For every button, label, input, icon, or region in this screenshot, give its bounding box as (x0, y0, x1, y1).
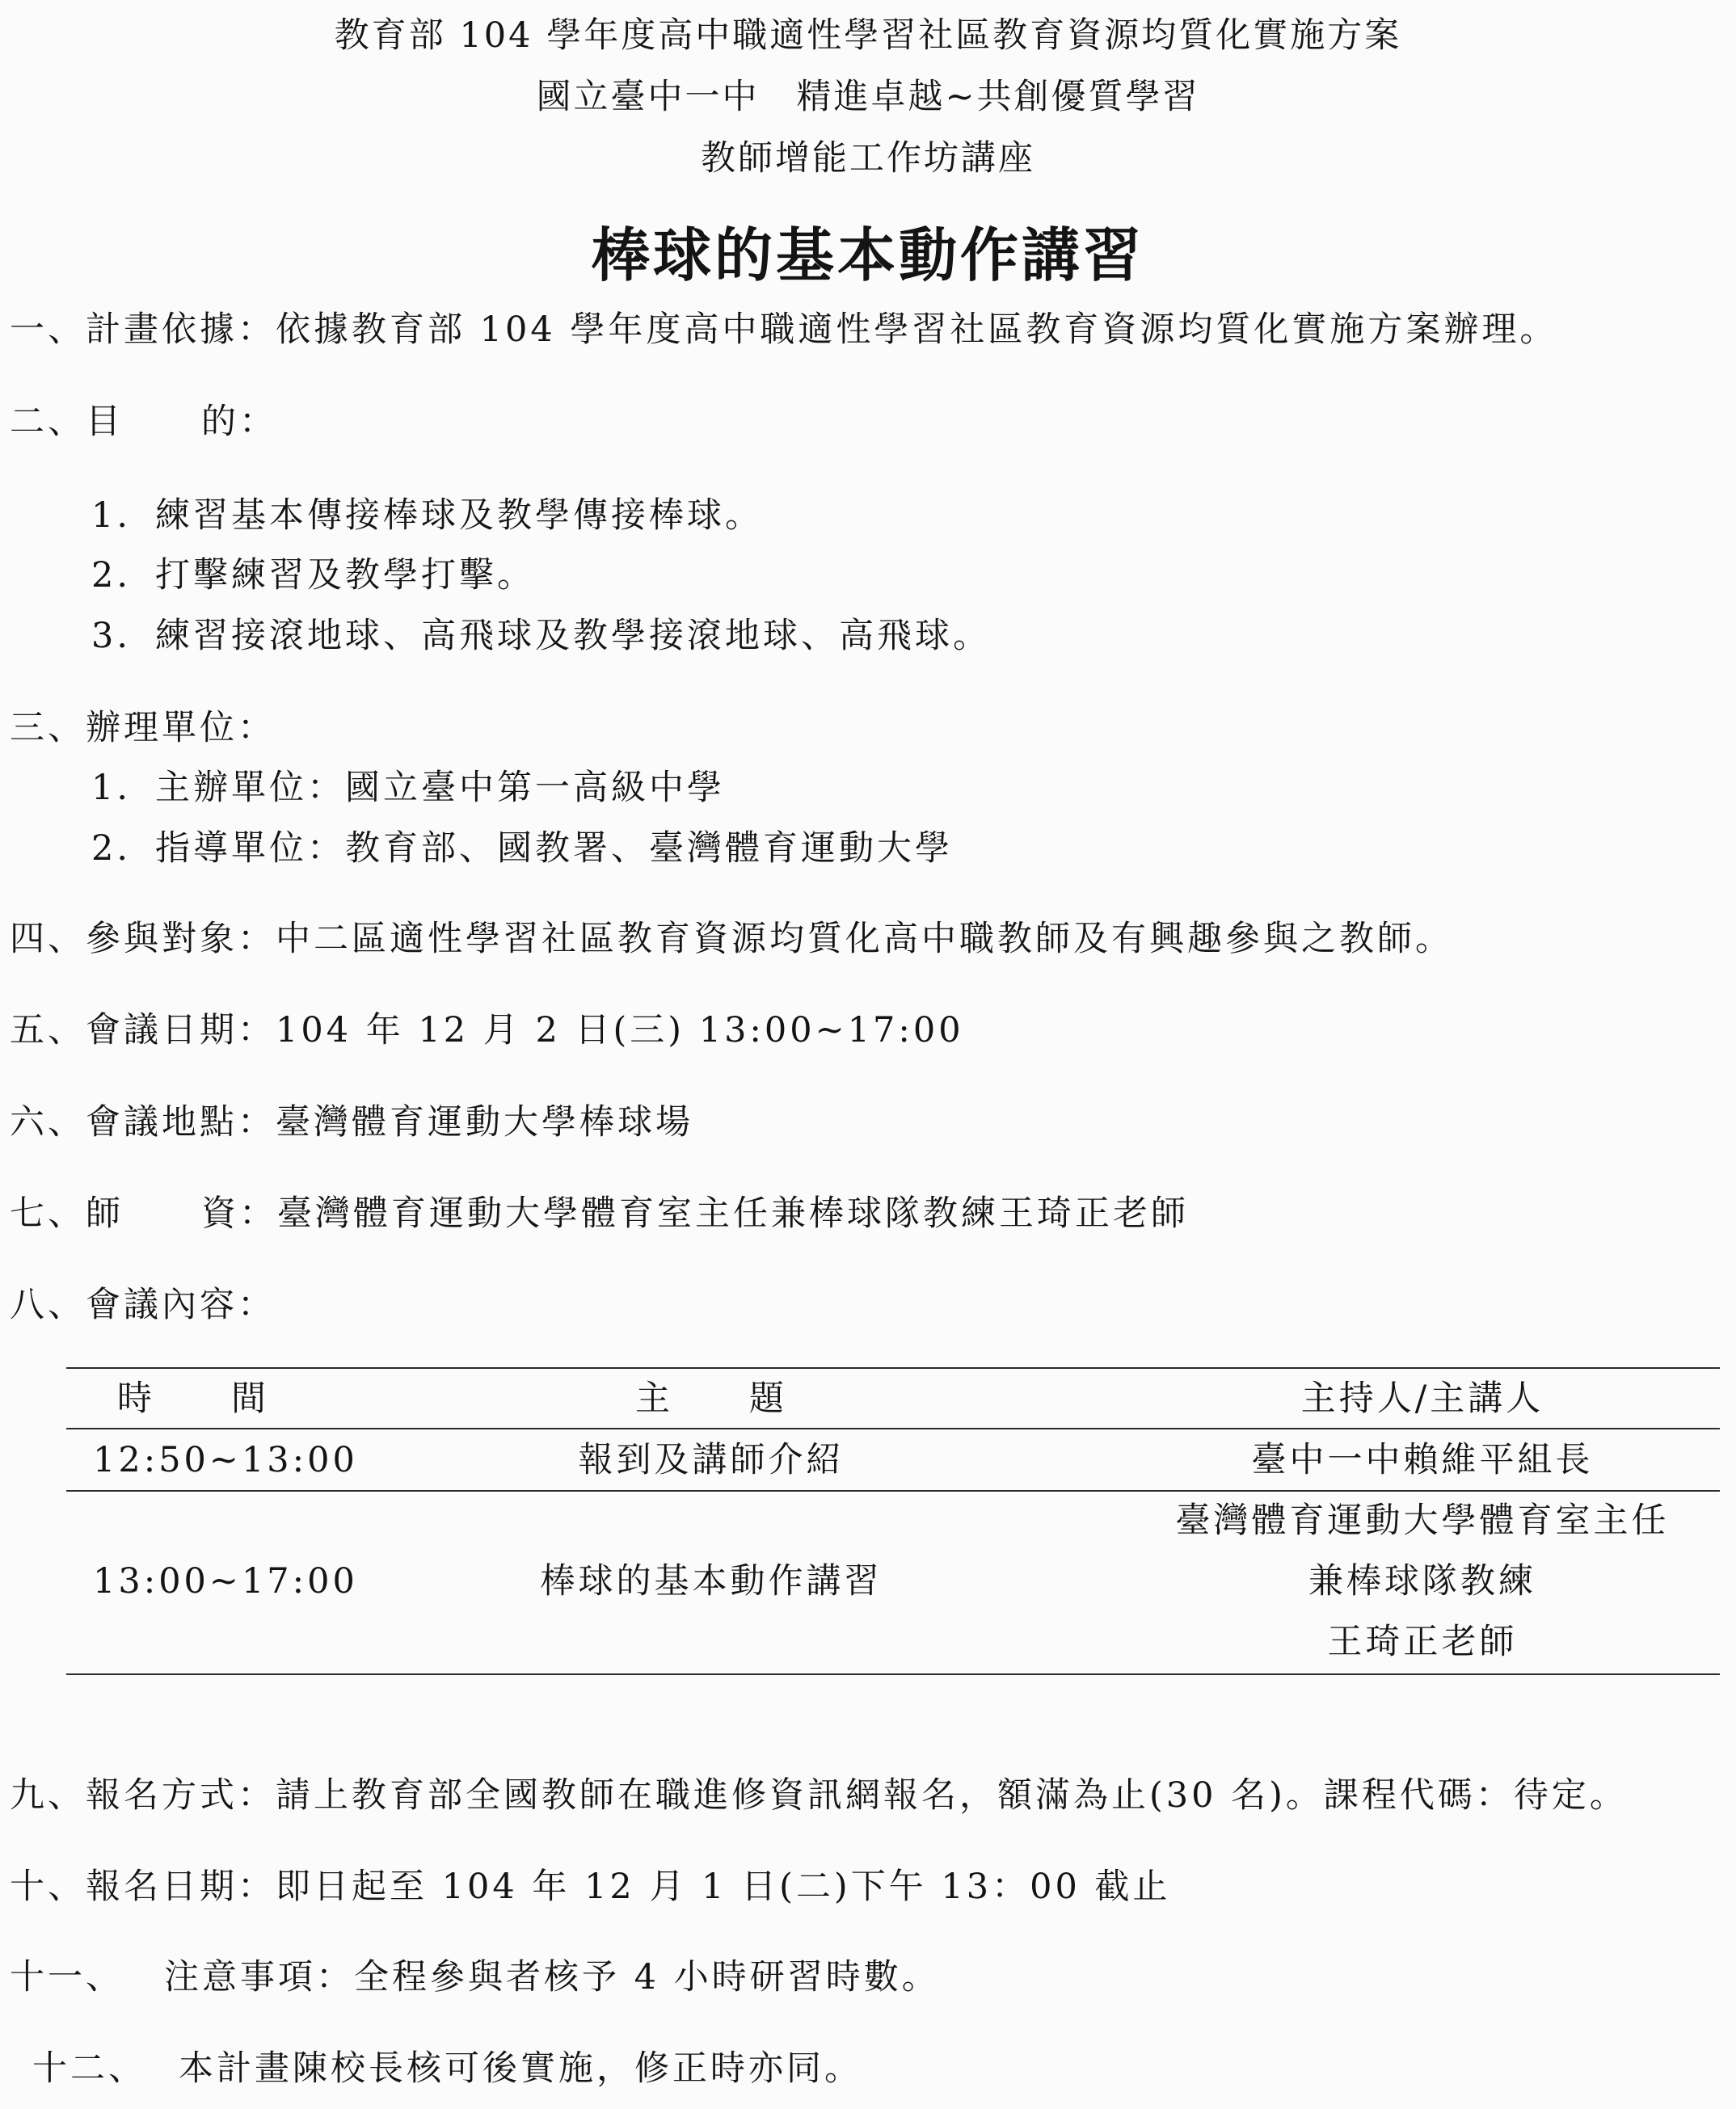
header-host: 主持人/主講人 (1300, 1379, 1544, 1419)
section-3-item (91, 768, 725, 810)
section-7-text: 臺灣體育運動大學體育室主任兼棒球隊教練王琦正老師 (277, 1193, 1189, 1234)
header-topic: 主 題 (635, 1379, 787, 1419)
section-6 (10, 1102, 693, 1144)
section-2-label-a: 二、目 (10, 402, 124, 442)
item-text: 打擊練習及教學打擊。 (155, 555, 536, 596)
item-number: 3. (91, 616, 132, 656)
section-2-label-b: 的： (201, 402, 277, 442)
section-4-text: 中二區適性學習社區教育資源均質化高中職教師及有興趣參與之教師。 (276, 919, 1453, 959)
section-7-label-b: 資： (201, 1193, 277, 1234)
section-5-text: 104 年 12 月 2 日(三) 13:00~17:00 (276, 1010, 964, 1050)
item-text: 指導單位：教育部、國教署、臺灣體育運動大學 (155, 828, 954, 869)
section-6-text: 臺灣體育運動大學棒球場 (276, 1102, 693, 1143)
section-2-item (91, 616, 991, 658)
row-topic: 報到及講師介紹 (578, 1440, 845, 1480)
section-2-item (91, 495, 763, 537)
section-2-heading (10, 402, 277, 444)
section-5-label: 五、會議日期： (10, 1010, 276, 1050)
header-line-2: 國立臺中一中 精進卓越~共創優質學習 (536, 77, 1200, 117)
item-number: 2. (91, 555, 132, 596)
section-9-text: 請上教育部全國教師在職進修資訊網報名，額滿為止(30 名)。課程代碼：待定。 (276, 1775, 1628, 1816)
section-9-label: 九、報名方式： (10, 1775, 276, 1816)
section-7-label-a: 七、師 (10, 1193, 124, 1234)
section-10-label: 十、報名日期： (10, 1867, 276, 1907)
section-3-heading: 三、辦理單位： (10, 708, 276, 748)
header-time: 時 間 (117, 1379, 269, 1419)
section-2-item (91, 555, 535, 597)
section-4 (10, 919, 1453, 961)
section-11-text: 注意事項：全程參與者核予 4 小時研習時數。 (164, 1957, 940, 1997)
row-host-line: 王琦正老師 (1327, 1622, 1518, 1662)
section-11-label: 十一、 (10, 1957, 124, 1997)
section-12 (32, 2048, 862, 2090)
row-topic: 棒球的基本動作講習 (540, 1561, 883, 1602)
table-top-rule (66, 1367, 1720, 1369)
section-10 (10, 1867, 1170, 1909)
section-5 (10, 1010, 964, 1052)
section-12-text: 本計畫陳校長核可後實施，修正時亦同。 (179, 2048, 862, 2089)
section-10-text: 即日起至 104 年 12 月 1 日(二)下午 13：00 截止 (276, 1867, 1171, 1907)
item-text: 練習基本傳接棒球及教學傳接棒球。 (155, 495, 764, 536)
row-host: 臺中一中賴維平組長 (1251, 1440, 1594, 1480)
row-host-line: 兼棒球隊教練 (1308, 1561, 1536, 1602)
item-number: 2. (91, 828, 132, 869)
section-12-label: 十二、 (32, 2048, 146, 2089)
table-bottom-rule (66, 1673, 1720, 1675)
section-8-heading: 八、會議內容： (10, 1285, 276, 1325)
section-1 (10, 309, 1557, 352)
section-11 (10, 1957, 940, 1999)
section-3-item (91, 828, 953, 870)
document-title: 棒球的基本動作講習 (591, 221, 1144, 289)
item-text: 主辦單位：國立臺中第一高級中學 (155, 768, 726, 808)
row-host-line: 臺灣體育運動大學體育室主任 (1175, 1501, 1670, 1541)
table-header-rule (66, 1428, 1720, 1429)
section-4-label: 四、參與對象： (10, 919, 276, 959)
table-row-rule (66, 1490, 1720, 1492)
section-1-text: 依據教育部 104 學年度高中職適性學習社區教育資源均質化實施方案辦理。 (276, 309, 1558, 350)
item-number: 1. (91, 495, 132, 536)
section-6-label: 六、會議地點： (10, 1102, 276, 1143)
row-time: 12:50~13:00 (93, 1440, 358, 1480)
item-number: 1. (91, 768, 132, 808)
row-time: 13:00~17:00 (93, 1561, 358, 1602)
item-text: 練習接滾地球、高飛球及教學接滾地球、高飛球。 (155, 616, 992, 656)
section-9 (10, 1775, 1628, 1817)
header-line-3: 教師增能工作坊講座 (701, 138, 1035, 179)
header-line-1: 教育部 104 學年度高中職適性學習社區教育資源均質化實施方案 (334, 15, 1402, 56)
section-1-label: 一、計畫依據： (10, 309, 276, 350)
section-7 (10, 1193, 1189, 1236)
